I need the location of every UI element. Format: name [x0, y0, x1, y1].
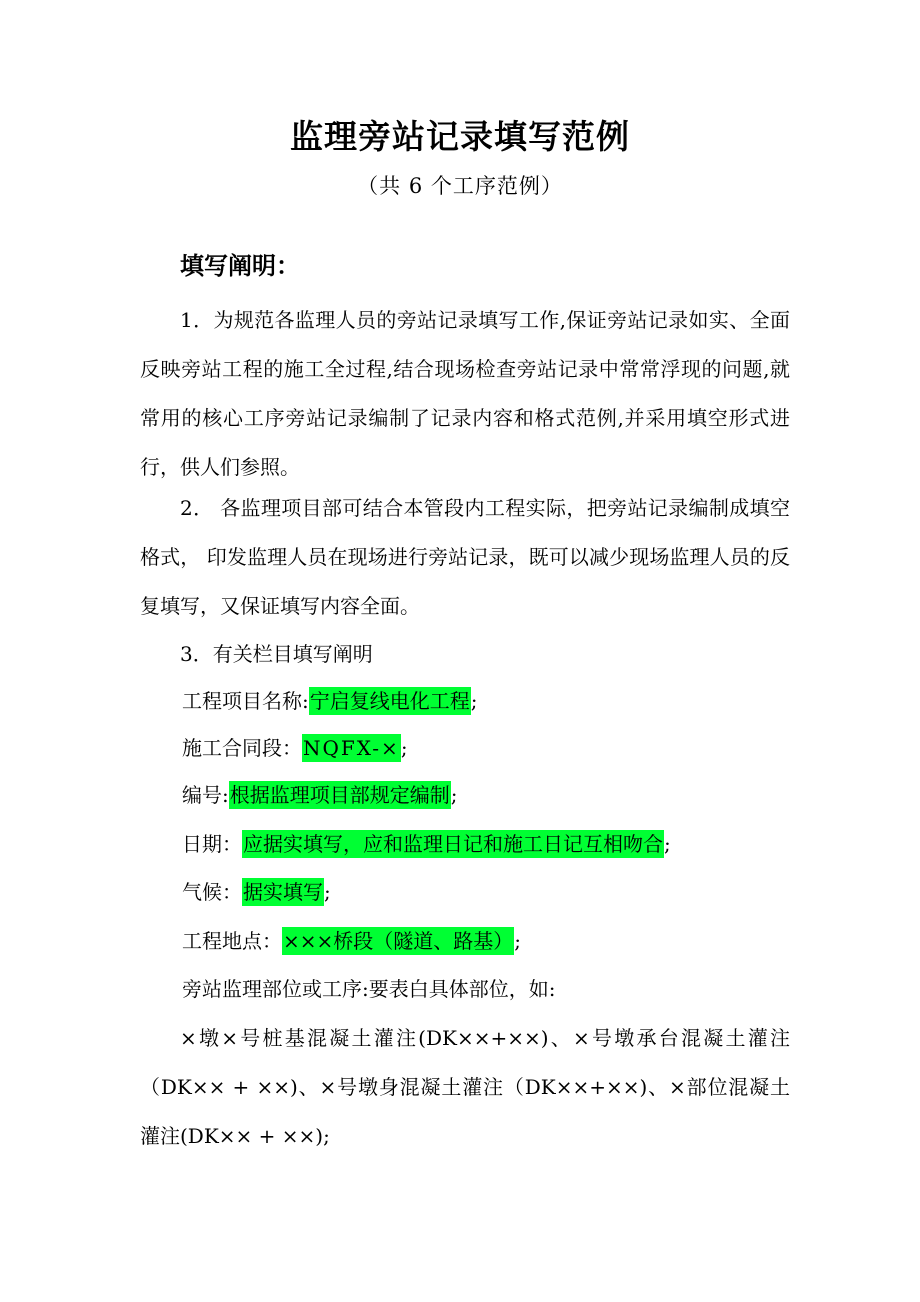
- paragraph-2: 2． 各监理项目部可结合本管段内工程实际，把旁站记录编制成填空格式， 印发监理人员在现场进行旁站记录，既可以减少现场监理人员的反复填写，又保证填写内容全面。: [140, 496, 790, 618]
- item-value-highlight: 根据监理项目部规定编制: [229, 783, 450, 807]
- item-value-highlight: 宁启复线电化工程: [309, 689, 470, 713]
- item-label: 编号: [182, 783, 222, 807]
- item-date: [182, 826, 671, 862]
- paragraph-3: 3．有关栏目填写阐明: [180, 642, 373, 666]
- item-value-highlight: NQFX-×: [303, 736, 400, 760]
- item-value-highlight: ×××桥段（隧道、路基）: [283, 929, 514, 953]
- item-label: 施工合同段：: [182, 736, 302, 760]
- item-end: ;: [664, 832, 671, 856]
- item-end: ;: [470, 689, 478, 713]
- paragraph-1: 1．为规范各监理人员的旁站记录填写工作,保证旁站记录如实、全面反映旁站工程的施工全过程,结合现场检查旁站记录中常常浮现的问题,就常用的核心工序旁站记录编制了记录内容和格式范例,并采用填空形式进行，供人们参照。: [140, 308, 790, 479]
- item-label: 工程项目名称: [182, 689, 302, 713]
- item-value-highlight: 据实填写: [243, 880, 323, 904]
- item-value-highlight: 应据实填写，应和监理日记和施工日记互相吻合: [243, 832, 663, 856]
- section-heading: 填写阐明：: [180, 252, 300, 280]
- item-label: 气候：: [182, 880, 242, 904]
- item-separator: :: [222, 783, 229, 807]
- item-end: ;: [324, 880, 331, 904]
- item-weather: [182, 874, 331, 910]
- item-contract-section: [182, 730, 408, 766]
- item-location: [182, 923, 521, 959]
- item-end: ;: [450, 783, 458, 807]
- item-end: ;: [400, 736, 408, 760]
- document-subtitle: （共 6 个工序范例）: [357, 174, 563, 198]
- item-project-name: [182, 683, 478, 719]
- item-label: 日期：: [182, 832, 242, 856]
- item-label: 工程地点：: [182, 929, 282, 953]
- item-number: [182, 777, 458, 813]
- paragraph-examples: ×墩×号桩基混凝土灌注(DK××+××)、×号墩承台混凝土灌注（DK×× + ××)、×号墩身混凝土灌注（DK××+××)、×部位混凝土灌注(DK×× + ××);: [140, 1026, 790, 1148]
- item-separator: :: [302, 689, 309, 713]
- item-separator: :: [362, 977, 369, 1001]
- item-label: 旁站监理部位或工序: [182, 977, 362, 1001]
- item-value: 要表白具体部位，如:: [368, 977, 556, 1001]
- item-end: ;: [514, 929, 522, 953]
- document-title: 监理旁站记录填写范例: [290, 117, 630, 156]
- item-supervision-part: [182, 971, 556, 1007]
